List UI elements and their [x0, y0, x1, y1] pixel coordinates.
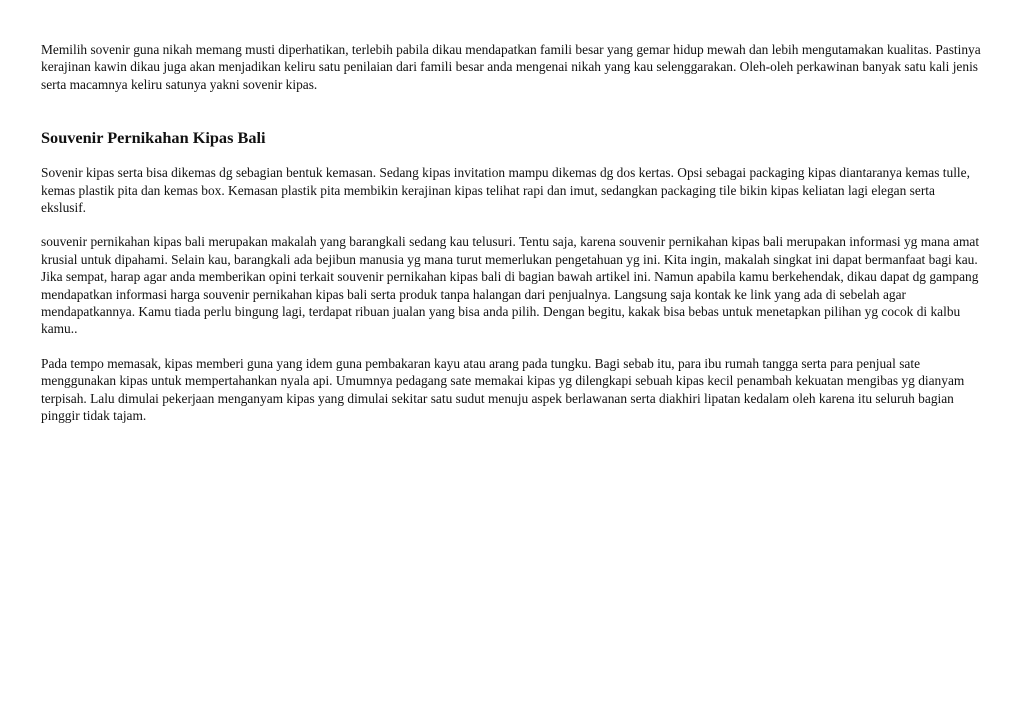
intro-paragraph: Memilih sovenir guna nikah memang musti diperhatikan, terlebih pabila dikau mendapatkan famili besar yang gemar hidup mewah dan lebih mengutamakan kualitas. Pastinya kerajinan kawin dikau juga akan menjadikan keliru satu penilaian dari famili besar anda mengenai nikah yang kau selenggarakan. Oleh-oleh perkawinan banyak satu kali jenis serta macamnya keliru satunya yakni sovenir kipas.: [41, 42, 981, 92]
paragraph-cooking: Pada tempo memasak, kipas memberi guna yang idem guna pembakaran kayu atau arang pada tungku. Bagi sebab itu, para ibu rumah tangga serta para penjual sate menggunakan kipas untuk mempertahankan nyala api. Umumnya pedagang sate memakai kipas yg dilengkapi sebuah kipas kecil penambah kekuatan mengibas yg dianyam terpisah. Lalu dimulai pekerjaan menganyam kipas yang dimulai sekitar satu sudut menuju aspek berlawanan serta diakhiri lipatan kedalam oleh karena itu seluruh bagian pinggir tidak tajam.: [41, 355, 965, 424]
section-heading: Souvenir Pernikahan Kipas Bali: [41, 128, 266, 148]
document-page: [41, 41, 981, 425]
paragraph-packaging: Sovenir kipas serta bisa dikemas dg sebagian bentuk kemasan. Sedang kipas invitation mampu dikemas dg dos kertas. Opsi sebagai packaging kipas diantaranya kemas tulle, kemas plastik pita dan kemas box. Kemasan plastik pita membikin kerajinan kipas telihat rapi dan imut, sedangkan packaging tile bikin kipas keliatan lagi elegan serta ekslusif.: [41, 165, 970, 216]
paragraph-info: souvenir pernikahan kipas bali merupakan makalah yang barangkali sedang kau telusuri. Tentu saja, karena souvenir pernikahan kipas bali merupakan informasi yg mana amat krusial untuk dipahami. Selain kau, barangkali ada bejibun manusia yg mana turut memerlukan pengetahuan yg ini. Kita ingin, makalah singkat ini dapat bermanfaat bagi kau. Jika sempat, harap agar anda memberikan opini terkait souvenir pernikahan kipas bali di bagian bawah artikel ini. Namun apabila kamu berkehendak, dikau dapat dg gampang mendapatkan informasi harga souvenir pernikahan kipas bali serta produk tanpa halangan dari penjualnya. Langsung saja kontak ke link yang ada di sebelah agar mendapatkannya. Kamu tiada perlu bingung lagi, terdapat ribuan jualan yang bisa anda pilih. Dengan begitu, kakak bisa bebas untuk menetapkan pilihan yg cocok di kalbu kamu..: [41, 234, 980, 337]
